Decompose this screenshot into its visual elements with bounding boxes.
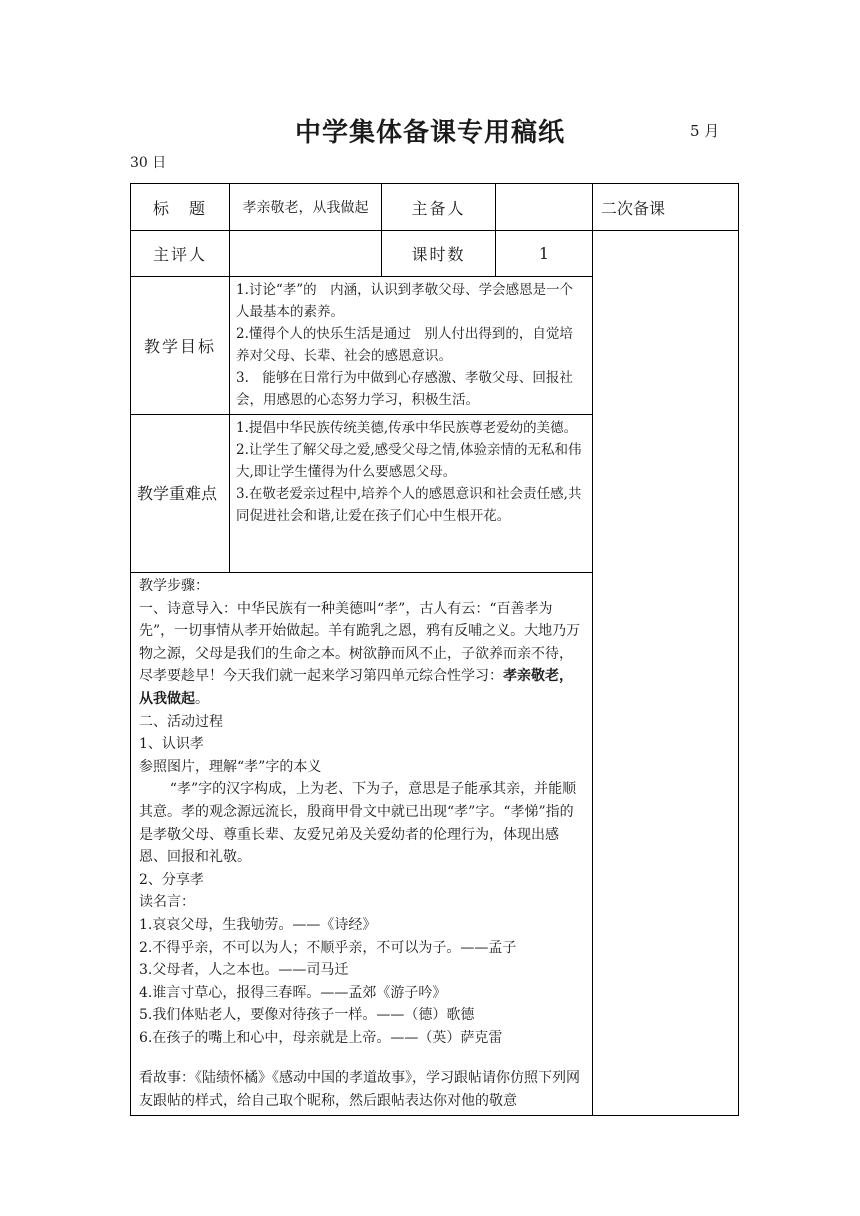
story-paragraph: 看故事：《陆绩怀橘》《感动中国的孝道故事》，学习跟帖请你仿照下列网友跟帖的样式，给自己取个昵称，然后跟帖表达你对他的敬意 [139, 1070, 580, 1110]
keypoint-item: 2.让学生了解父母之爱,感受父母之情,体验亲情的无私和伟大,即让学生懂得为什么要感恩父母。 [236, 442, 582, 480]
intro-text: 一、诗意导入：中华民族有一种美德叫“孝”，古人有云：“百善孝为先”，一切事情从孝开始做起。羊有跪乳之恩，鸦有反哺之义。大地乃万物之源，父母是我们的生命之本。树欲静而风不止，子欲养而亲不待，尽孝要趁早！今天我们就一起来学习第四单元综合性学习： [139, 600, 581, 685]
quote-item: 4.谁言寸草心，报得三春晖。——孟郊《游子吟》 [139, 984, 447, 1001]
keypoints-label: 教学重难点 [131, 415, 230, 573]
preparer-label: 主备人 [382, 184, 496, 231]
reviewer-value [230, 231, 382, 277]
hours-label: 课时数 [382, 231, 496, 277]
keypoint-item: 1.提倡中华民族传统美德,传承中华民族尊老爱幼的美德。 [236, 420, 578, 436]
teaching-steps [131, 573, 593, 1116]
quotes-heading: 读名言： [139, 894, 195, 911]
intro-bold-topic: 孝亲敬老，从我做起 [139, 668, 573, 707]
intro-end: 。 [195, 690, 209, 707]
objective-item: 1.讨论“孝”的 内涵，认识到孝敬父母、学会感恩是一个人最基本的素养。 [236, 282, 574, 320]
title-label: 标 题 [131, 184, 230, 231]
reviewer-label: 主评人 [131, 231, 230, 277]
date-day: 30 日 [130, 155, 167, 171]
objective-item: 3. 能够在日常行为中做到心存感激、孝敬父母、回报社会，用感恩的心态努力学习，积极生活。 [236, 370, 573, 408]
know-subheading: 参照图片，理解“孝”字的本义 [139, 758, 322, 775]
objectives-cell [230, 277, 593, 415]
quote-item: 3.父母者，人之本也。——司马迁 [139, 962, 349, 979]
quote-item: 6.在孩子的嘴上和心中，母亲就是上帝。——（英）萨克雷 [139, 1029, 503, 1046]
keypoint-item: 3.在敬老爱亲过程中,培养个人的感恩意识和社会责任感,共同促进社会和谐,让爱在孩子们心中生根开花。 [236, 486, 582, 524]
activity-heading: 二、活动过程 [139, 713, 223, 730]
quote-item: 2.不得乎亲，不可以为人；不顺乎亲，不可以为子。——孟子 [139, 939, 517, 956]
page-title: 中学集体备课专用稿纸 [294, 118, 565, 148]
blank-line [139, 1049, 584, 1067]
objective-item: 2.懂得个人的快乐生活是通过 别人付出得到的，自觉培养对父母、长辈、社会的感恩意识。 [236, 326, 573, 364]
quote-item: 5.我们体贴老人，要像对待孩子一样。——（德）歌德 [139, 1007, 475, 1024]
title-value: 孝亲敬老，从我做起 [230, 184, 382, 231]
second-prep-label: 二次备课 [593, 184, 739, 231]
know-heading: 1、认识孝 [139, 736, 204, 753]
know-paragraph: “孝”字的汉字构成，上为老、下为子，意思是子能承其亲，并能顺其意。孝的观念源远流长，殷商甲骨文中就已出现“孝”字。“孝悌”指的是孝敬父母、尊重长辈、友爱兄弟及关爱幼者的伦理行为，体现出感恩、回报和礼敬。 [139, 781, 577, 866]
steps-heading: 教学步骤： [139, 578, 209, 594]
objectives-label: 教学目标 [131, 277, 230, 415]
second-prep-area [593, 231, 739, 1116]
intro-paragraph [139, 598, 584, 711]
date-month: 5 月 [690, 122, 720, 140]
quote-item: 1.哀哀父母，生我劬劳。——《诗经》 [139, 916, 377, 933]
keypoints-cell [230, 415, 593, 573]
lesson-plan-table [130, 183, 739, 1116]
share-heading: 2、分享孝 [139, 871, 204, 888]
preparer-value [496, 184, 593, 231]
hours-value: 1 [496, 231, 593, 277]
